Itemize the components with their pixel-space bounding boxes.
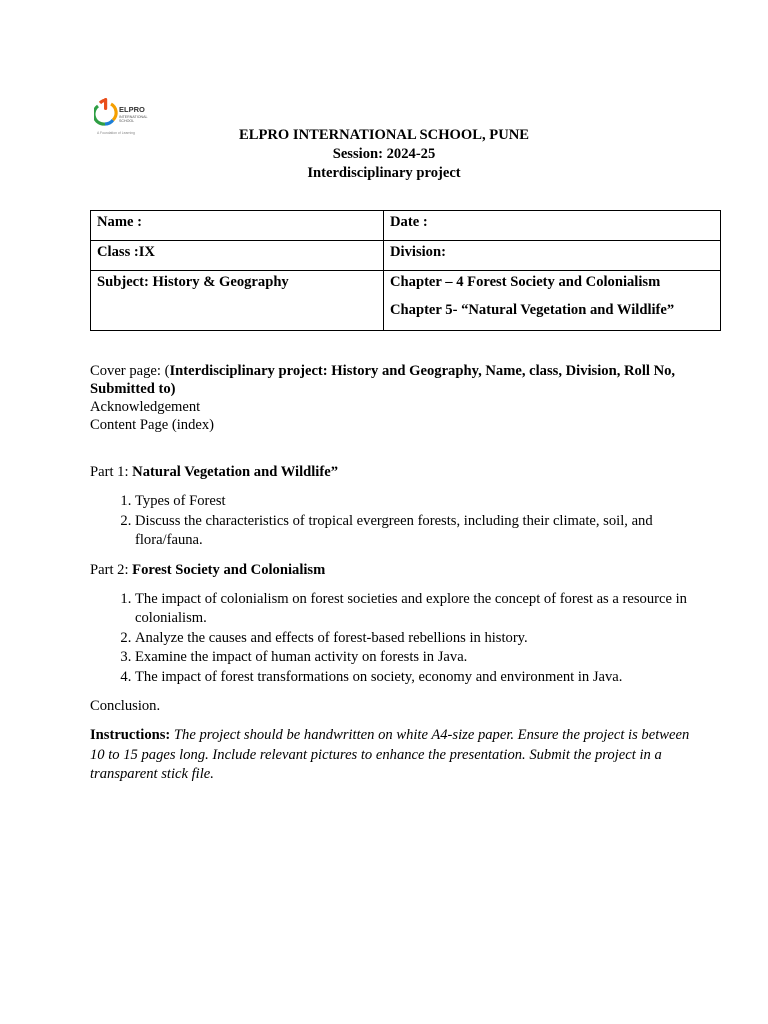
instructions-paragraph — [90, 726, 690, 785]
list-item: 1. Types of Forest — [135, 492, 690, 512]
class-cell: Class :IX — [91, 241, 384, 271]
name-cell: Name : — [91, 211, 384, 241]
chapter-5-label: Chapter 5- “Natural Vegetation and Wildlife” — [390, 302, 675, 318]
school-name: ELPRO INTERNATIONAL SCHOOL, PUNE — [238, 127, 530, 143]
table-row — [91, 241, 721, 271]
project-title: Interdisciplinary project — [307, 165, 461, 181]
content-page-line: Content Page (index) — [90, 417, 215, 433]
part2-prefix: Part 2: — [90, 561, 133, 578]
logo-brand: ELPRO — [119, 105, 145, 114]
logo-tagline: A Foundation of Learning — [97, 131, 135, 135]
part2-heading — [90, 561, 690, 579]
table-row — [91, 211, 721, 241]
chapter-cell — [384, 271, 721, 331]
list-item: 3. Examine the impact of human activity on forests in Java. — [135, 648, 690, 668]
list-item: 1. The impact of colonialism on forest societies and explore the concept of forest as a resource in colonialism. — [135, 590, 690, 629]
logo-sub1: INTERNATIONAL — [119, 115, 148, 119]
cover-prefix: Cover page: ( — [90, 363, 170, 379]
instructions-label: Instructions: — [90, 727, 171, 743]
part1-title: Natural Vegetation and Wildlife” — [132, 464, 338, 480]
part1-prefix: Part 1: — [90, 464, 133, 480]
list-item: 2. Discuss the characteristics of tropical evergreen forests, including their climate, soil, and flora/fauna. — [135, 512, 690, 551]
conclusion-line: Conclusion. — [90, 698, 161, 714]
list-item: 4. The impact of forest transformations on society, economy and environment in Java. — [135, 668, 690, 688]
acknowledgement-line: Acknowledgement — [90, 399, 201, 415]
division-cell: Division: — [384, 241, 721, 271]
document-header — [0, 126, 768, 183]
part2-list — [90, 590, 690, 688]
cover-page-line — [90, 362, 690, 398]
list-item: 2. Analyze the causes and effects of forest-based rebellions in history. — [135, 629, 690, 649]
part2-title: Forest Society and Colonialism — [132, 561, 326, 578]
part1-list — [90, 492, 690, 551]
subject-cell: Subject: History & Geography — [91, 271, 384, 331]
part1-heading — [90, 463, 690, 481]
student-info-table — [90, 210, 721, 331]
document-body — [90, 362, 690, 785]
cover-details: Interdisciplinary project: History and Geography, Name, class, Division, Roll No, Submitted to) — [90, 363, 676, 397]
table-row — [91, 271, 721, 331]
logo-sub2: SCHOOL — [119, 119, 135, 123]
chapter-4-label: Chapter – 4 Forest Society and Colonialism — [390, 274, 661, 290]
session-text: Session: 2024-25 — [332, 146, 436, 162]
instructions-text: The project should be handwritten on white A4-size paper. Ensure the project is between 10 to 15 pages long. Include relevant pictures to enhance the presentation. Submit the project in a transparent stick file. — [90, 727, 690, 782]
date-cell: Date : — [384, 211, 721, 241]
